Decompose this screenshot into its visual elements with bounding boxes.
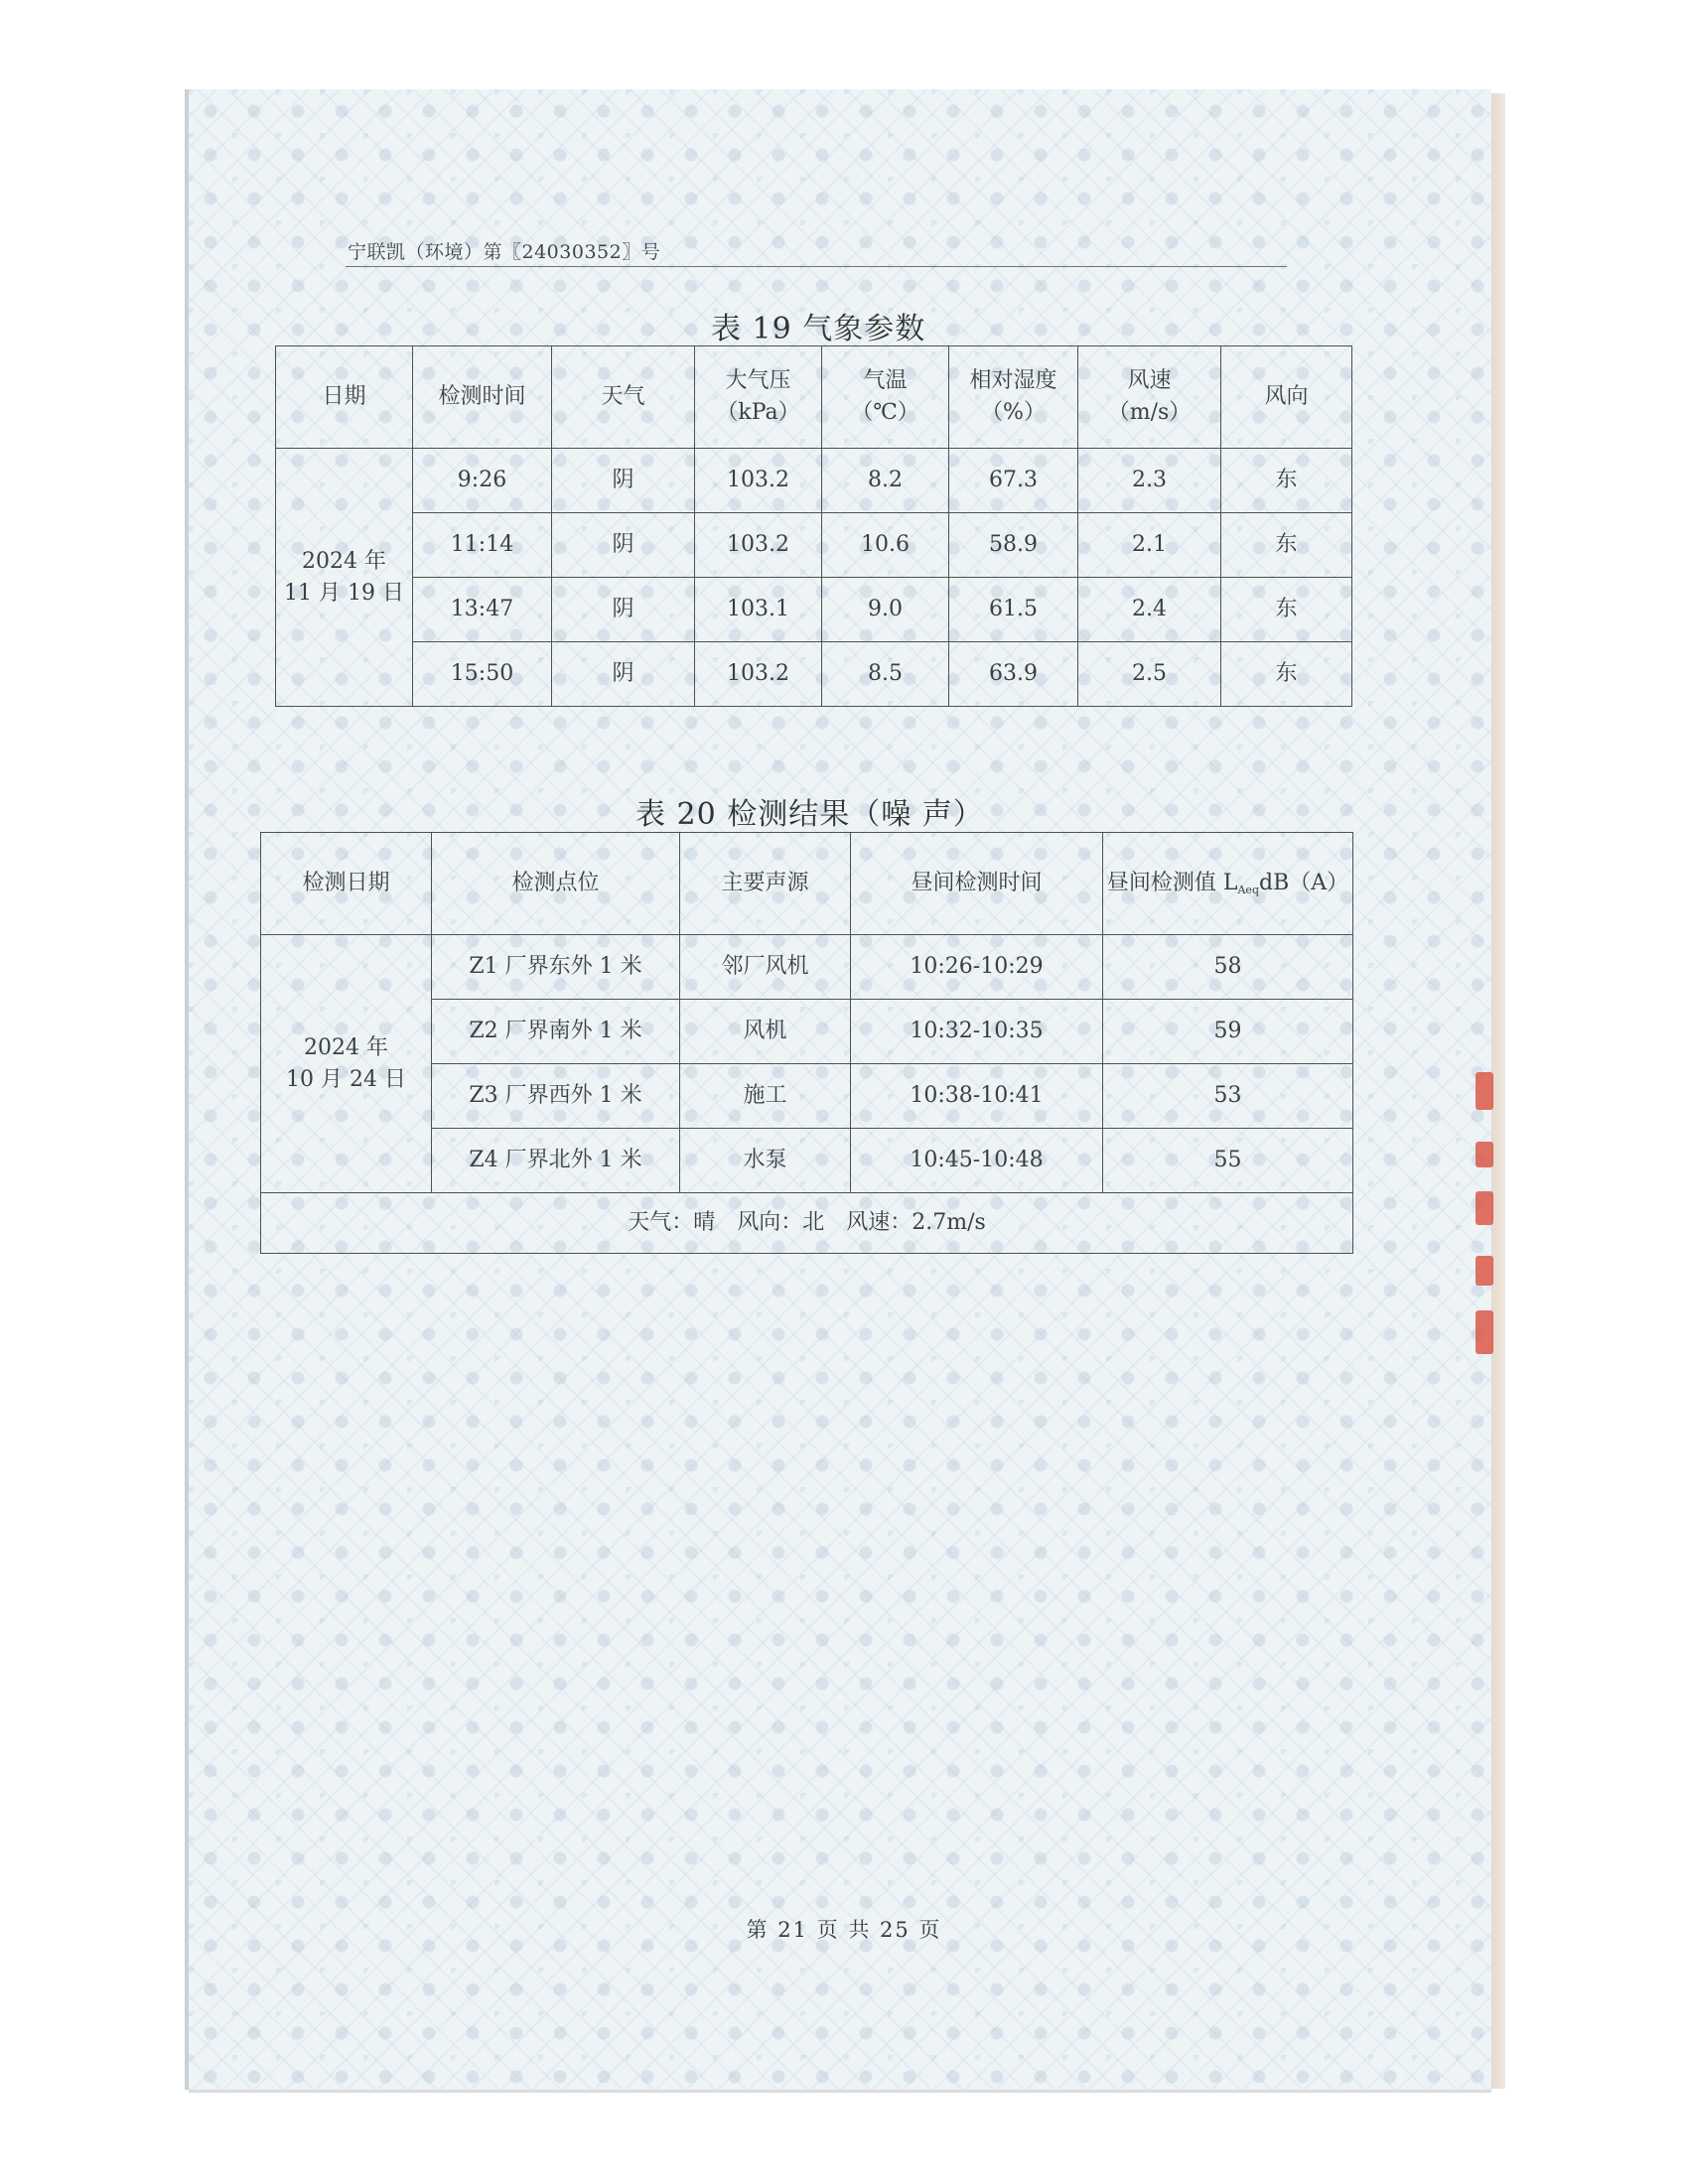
red-seal-mark bbox=[1476, 1072, 1493, 1360]
col-humidity: 相对湿度 （%） bbox=[949, 346, 1078, 449]
cell-source: 水泵 bbox=[680, 1129, 851, 1193]
cell-temperature: 9.0 bbox=[822, 578, 949, 642]
table-row bbox=[276, 449, 1352, 513]
cell-point: Z1 厂界东外 1 米 bbox=[432, 935, 680, 1000]
col-wind-direction: 风向 bbox=[1221, 346, 1352, 449]
cell-temperature: 8.5 bbox=[822, 642, 949, 707]
table-row bbox=[276, 642, 1352, 707]
cell-source: 施工 bbox=[680, 1064, 851, 1129]
cell-weather: 阴 bbox=[552, 642, 695, 707]
cell-wind-direction: 东 bbox=[1221, 578, 1352, 642]
table-row bbox=[276, 578, 1352, 642]
cell-value: 59 bbox=[1103, 1000, 1353, 1064]
col-test-date: 检测日期 bbox=[261, 833, 432, 935]
col-daytime-value: 昼间检测值 $L_{Aeq}dB(A)$ bbox=[1103, 833, 1353, 935]
col-date: 日期 bbox=[276, 346, 413, 449]
cell-weather: 阴 bbox=[552, 513, 695, 578]
cell-temperature: 8.2 bbox=[822, 449, 949, 513]
cell-point: Z4 厂界北外 1 米 bbox=[432, 1129, 680, 1193]
page-edge bbox=[1491, 93, 1505, 2089]
header-divider bbox=[346, 266, 1287, 267]
table19-header-row bbox=[276, 346, 1352, 449]
date-cell: 2024 年 11 月 19 日 bbox=[276, 449, 413, 707]
table20-footer-row bbox=[261, 1193, 1353, 1254]
col-time: 检测时间 bbox=[413, 346, 552, 449]
cell-wind-direction: 东 bbox=[1221, 513, 1352, 578]
cell-point: Z3 厂界西外 1 米 bbox=[432, 1064, 680, 1129]
table20-noise-results bbox=[260, 832, 1353, 1254]
cell-source: 风机 bbox=[680, 1000, 851, 1064]
weather-summary: 天气：晴 风向：北 风速：2.7m/s bbox=[261, 1193, 1353, 1254]
cell-wind-speed: 2.4 bbox=[1078, 578, 1221, 642]
col-daytime-time: 昼间检测时间 bbox=[851, 833, 1103, 935]
cell-humidity: 63.9 bbox=[949, 642, 1078, 707]
col-test-point: 检测点位 bbox=[432, 833, 680, 935]
table20-title: 表 20 检测结果（噪 声） bbox=[635, 797, 984, 832]
cell-point: Z2 厂界南外 1 米 bbox=[432, 1000, 680, 1064]
cell-time: 9:26 bbox=[413, 449, 552, 513]
cell-source: 邻厂风机 bbox=[680, 935, 851, 1000]
cell-value: 53 bbox=[1103, 1064, 1353, 1129]
cell-time: 15:50 bbox=[413, 642, 552, 707]
cell-time: 10:26-10:29 bbox=[851, 935, 1103, 1000]
cell-pressure: 103.2 bbox=[695, 642, 822, 707]
cell-time: 10:32-10:35 bbox=[851, 1000, 1103, 1064]
date-cell: 2024 年 10 月 24 日 bbox=[261, 935, 432, 1193]
cell-value: 55 bbox=[1103, 1129, 1353, 1193]
table19-weather-parameters bbox=[275, 345, 1352, 707]
cell-wind-direction: 东 bbox=[1221, 449, 1352, 513]
document-number: 宁联凯（环境）第〖24030352〗号 bbox=[348, 241, 661, 263]
col-weather: 天气 bbox=[552, 346, 695, 449]
cell-wind-direction: 东 bbox=[1221, 642, 1352, 707]
cell-wind-speed: 2.1 bbox=[1078, 513, 1221, 578]
table19-title: 表 19 气象参数 bbox=[711, 312, 926, 346]
cell-humidity: 67.3 bbox=[949, 449, 1078, 513]
cell-pressure: 103.2 bbox=[695, 513, 822, 578]
page-number: 第 21 页 共 25 页 bbox=[746, 1918, 942, 1942]
col-main-source: 主要声源 bbox=[680, 833, 851, 935]
table-row bbox=[261, 935, 1353, 1000]
cell-weather: 阴 bbox=[552, 449, 695, 513]
cell-time: 10:45-10:48 bbox=[851, 1129, 1103, 1193]
cell-humidity: 61.5 bbox=[949, 578, 1078, 642]
table-row bbox=[276, 513, 1352, 578]
cell-wind-speed: 2.5 bbox=[1078, 642, 1221, 707]
cell-temperature: 10.6 bbox=[822, 513, 949, 578]
cell-weather: 阴 bbox=[552, 578, 695, 642]
cell-time: 10:38-10:41 bbox=[851, 1064, 1103, 1129]
cell-wind-speed: 2.3 bbox=[1078, 449, 1221, 513]
cell-humidity: 58.9 bbox=[949, 513, 1078, 578]
cell-value: 58 bbox=[1103, 935, 1353, 1000]
cell-time: 11:14 bbox=[413, 513, 552, 578]
col-wind-speed: 风速 （m/s） bbox=[1078, 346, 1221, 449]
cell-pressure: 103.2 bbox=[695, 449, 822, 513]
table20-header-row bbox=[261, 833, 1353, 935]
cell-pressure: 103.1 bbox=[695, 578, 822, 642]
cell-time: 13:47 bbox=[413, 578, 552, 642]
col-pressure: 大气压 （kPa） bbox=[695, 346, 822, 449]
col-temperature: 气温 （℃） bbox=[822, 346, 949, 449]
